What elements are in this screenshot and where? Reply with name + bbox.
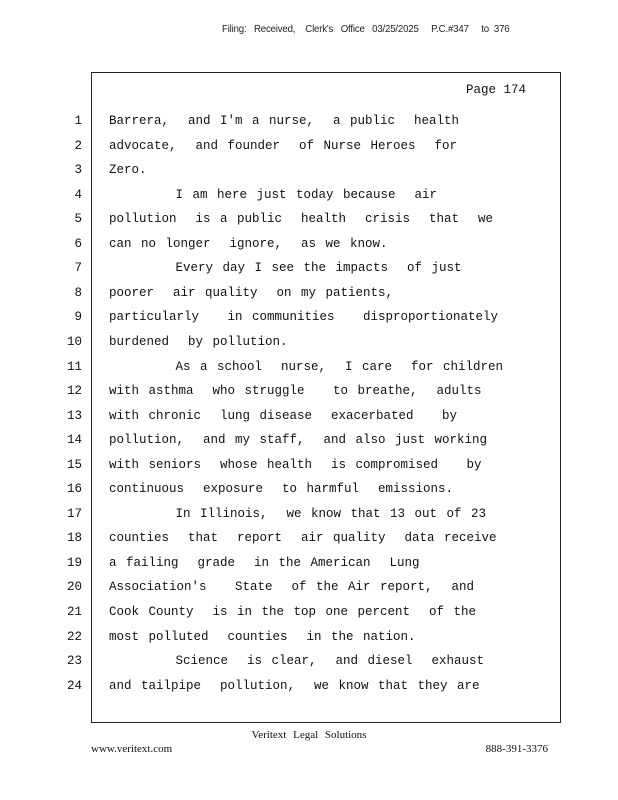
line-number: 21 <box>66 605 82 619</box>
line-number: 11 <box>66 359 82 374</box>
line-text: particularly in communities disproportionately <box>109 310 499 325</box>
line-text: Science is clear, and diesel exhaust <box>109 654 485 669</box>
line-number: 13 <box>66 408 82 423</box>
line-text: a failing grade in the American Lung <box>109 555 420 570</box>
page-number: Page 174 <box>465 83 526 97</box>
footer-phone: 888-391-3376 <box>485 743 548 755</box>
line-number: 6 <box>74 236 82 251</box>
line-text: Association's State of the Air report, and <box>109 580 475 595</box>
line-number: 16 <box>66 482 82 497</box>
line-text: can no longer ignore, as we know. <box>109 236 388 251</box>
line-number: 3 <box>74 163 82 178</box>
line-text: Barrera, and I'm a nurse, a public health <box>109 114 460 128</box>
line-text: burdened by pollution. <box>109 334 288 349</box>
line-text: with seniors whose health is compromised by <box>109 457 482 472</box>
line-text: advocate, and founder of Nurse Heroes for <box>109 138 458 153</box>
line-number: 10 <box>66 334 82 349</box>
line-number: 2 <box>74 138 82 153</box>
line-number: 19 <box>66 555 82 570</box>
line-text: In Illinois, we know that 13 out of 23 <box>109 506 487 521</box>
line-text: pollution is a public health crisis that we <box>109 212 494 227</box>
line-text: I am here just today because air <box>109 187 438 202</box>
line-text: continuous exposure to harmful emissions. <box>109 482 454 497</box>
line-text: and tailpipe pollution, we know that they are <box>109 678 480 693</box>
line-number: 4 <box>74 187 82 202</box>
line-number: 7 <box>74 261 82 276</box>
line-number: 14 <box>66 433 82 448</box>
line-number: 23 <box>66 654 82 669</box>
line-text: As a school nurse, I care for children <box>109 359 504 374</box>
line-number: 22 <box>66 629 82 644</box>
footer-website: www.veritext.com <box>91 743 173 755</box>
line-number: 17 <box>66 506 82 521</box>
line-number: 5 <box>74 212 82 227</box>
line-number: 1 <box>74 114 82 128</box>
line-text: Cook County is in the top one percent of the <box>109 605 477 619</box>
line-number: 20 <box>66 580 82 595</box>
line-number: 8 <box>74 285 82 300</box>
line-text: pollution, and my staff, and also just working <box>109 433 488 448</box>
line-text: with chronic lung disease exacerbated by <box>109 408 458 423</box>
line-text: Every day I see the impacts of just <box>109 261 462 276</box>
footer-company: Veritext Legal Solutions <box>251 729 367 741</box>
line-text: most polluted counties in the nation. <box>109 629 416 644</box>
line-number: 15 <box>66 457 82 472</box>
line-text: counties that report air quality data receive <box>109 531 497 546</box>
filing-stamp: Filing: Received, Clerk's Office 03/25/2025 P.C.#347 to 376 <box>222 23 510 35</box>
line-text: with asthma who struggle to breathe, adults <box>109 384 482 399</box>
line-text: Zero. <box>109 163 147 178</box>
line-number: 9 <box>74 310 82 325</box>
line-number: 24 <box>66 678 82 693</box>
line-number: 12 <box>66 384 82 399</box>
line-number: 18 <box>66 531 82 546</box>
line-text: poorer air quality on my patients, <box>109 285 394 300</box>
